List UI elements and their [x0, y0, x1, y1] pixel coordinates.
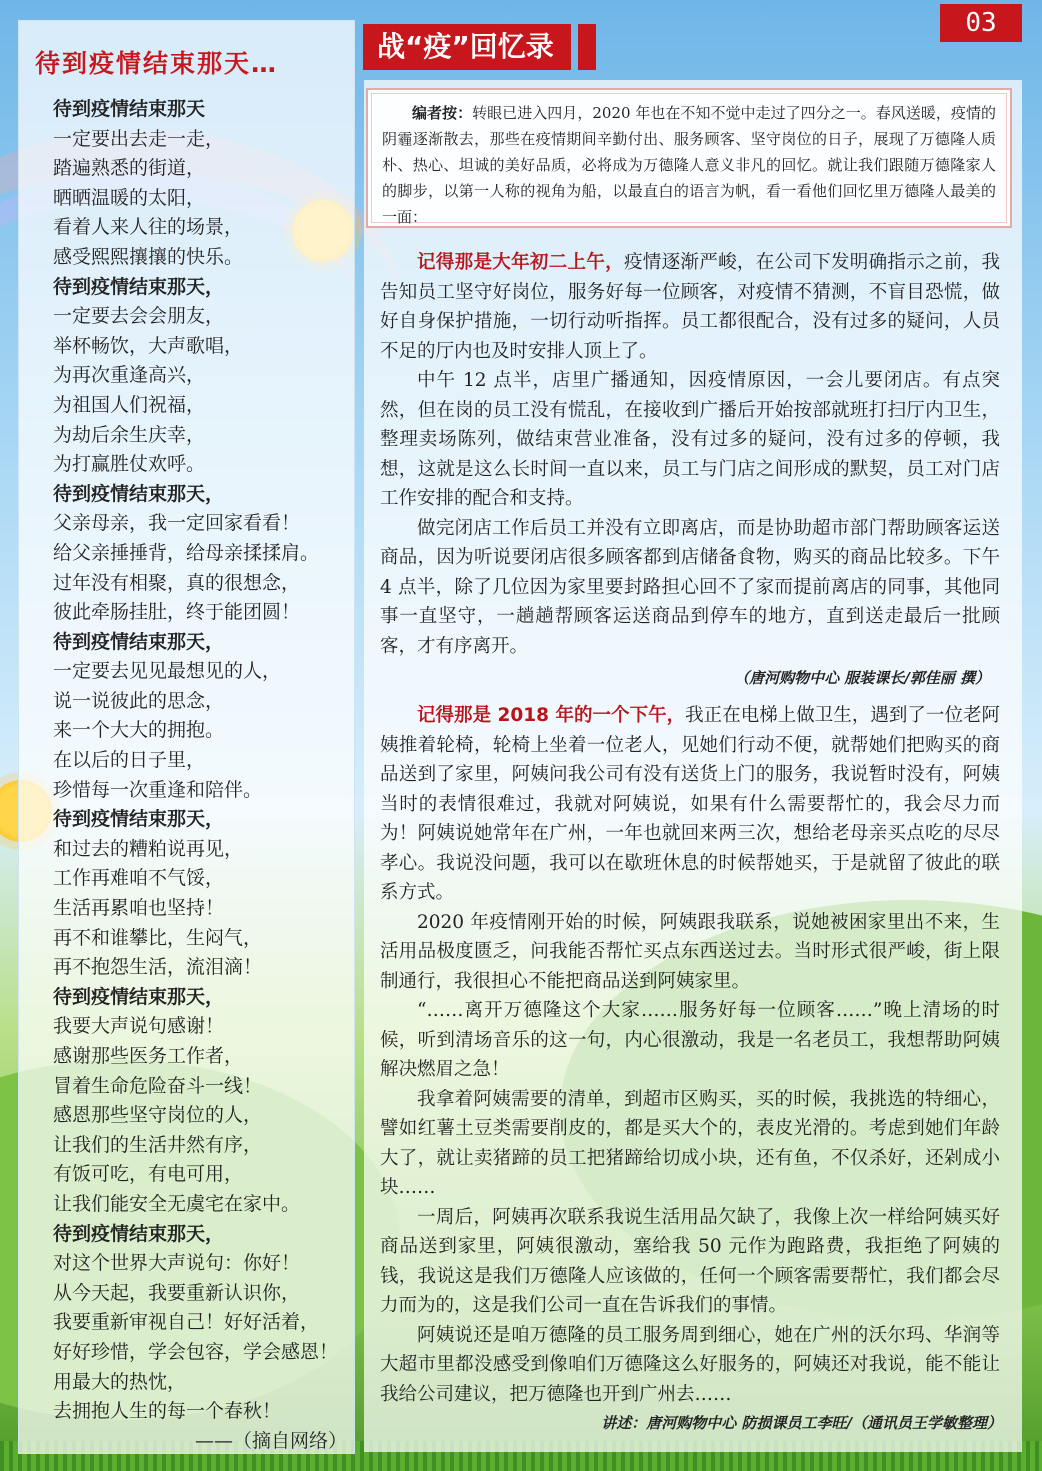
poem-refrain-line: 待到疫情结束那天， — [53, 985, 225, 1008]
story-one — [380, 248, 1000, 661]
poem-line: 我要重新审视自己！好好活着， — [53, 1311, 320, 1334]
story-one-paragraph: 做完闭店工作后员工并没有立即离店，而是协助超市部门帮助顾客运送商品，因为听说要闭店很多顾客都到店储备食物，购买的商品比较多。下午 4 点半，除了几位因为家里要封路担心回不了家而提前离店的同事，其他同事一直坚守，一趟趟帮顾客运送商品到停车的地方，直到送走最后一批顾客，才有序离开。 — [380, 517, 1000, 657]
poem-body — [53, 95, 353, 1456]
poem-line: 珍惜每一次重逢和陪伴。 — [53, 778, 263, 801]
section-title-bar — [578, 24, 596, 70]
poem-line: 让我们能安全无虞宅在家中。 — [53, 1192, 301, 1215]
poem-refrain-line: 待到疫情结束那天， — [53, 482, 225, 505]
poem-line: 彼此牵肠挂肚，终于能团圆！ — [53, 601, 301, 624]
poem-line: 生活再累咱也坚持！ — [53, 897, 225, 920]
editor-text: 转眼已进入四月，2020 年也在不知不觉中走过了四分之一。春风送暖，疫情的阴霾逐渐散去，那些在疫情期间辛勤付出、服务顾客、坚守岗位的日子，展现了万德隆人质朴、热心、坦诚的美好品质，必将成为万德隆人意义非凡的回忆。就让我们跟随万德隆家人的脚步，以第一人称的视角为船，以最直白的语言为帆，看一看他们回忆里万德隆人最美的一面： — [382, 104, 996, 226]
poem-line: 在以后的日子里， — [53, 749, 206, 772]
poem-line: 举杯畅饮，大声歌唱， — [53, 334, 244, 357]
story-two-paragraph: 一周后，阿姨再次联系我说生活用品欠缺了，我像上次一样给阿姨买好商品送到家里，阿姨很激动，塞给我 50 元作为跑路费，我拒绝了阿姨的钱，我说这是我们万德隆人应该做的，任何一个顾客需要帮忙，我们都会尽力而为的，这是我们公司一直在告诉我们的事情。 — [380, 1206, 1000, 1316]
poem-line: 冒着生命危险奋斗一线！ — [53, 1074, 263, 1097]
poem-line: 为打赢胜仗欢呼。 — [53, 453, 206, 476]
poem-line: 感谢那些医务工作者， — [53, 1045, 244, 1067]
poem-line: 有饭可吃，有电可用， — [53, 1163, 244, 1186]
poem-line: 工作再难咱不气馁， — [53, 867, 225, 890]
poem-line: 来一个大大的拥抱。 — [53, 719, 225, 742]
story-two-lead: 记得那是 2018 年的一个下午， — [417, 705, 686, 726]
poem-line: 为再次重逢高兴， — [53, 364, 206, 387]
story-two — [380, 701, 1000, 1409]
story-two-paragraph: 2020 年疫情刚开始的时候，阿姨跟我联系，说她被困家里出不来，生活用品极度匮乏，问我能否帮忙买点东西送过去。当时形式很严峻，街上限制通行，我很担心不能把商品送到阿姨家里。 — [380, 911, 1000, 992]
poem-line: 去拥抱人生的每一个春秋！ — [53, 1400, 282, 1423]
poem-line: 和过去的糟粕说再见， — [53, 837, 244, 860]
story-two-paragraph: “……离开万德隆这个大家……服务好每一位顾客……”晚上清场的时候，听到清场音乐的这一句，内心很激动，我是一名老员工，我想帮助阿姨解决燃眉之急！ — [380, 1000, 1000, 1080]
story-two-paragraph: 记得那是 2018 年的一个下午，我正在电梯上做卫生，遇到了一位老阿姨推着轮椅，轮椅上坐着一位老人，见她们行动不便，就帮她们把购买的商品送到了家里，阿姨问我公司有没有送货上门的服务，我说暂时没有，阿姨当时的表情很难过，我就对阿姨说，如果有什么需要帮忙的，我会尽力而为！阿姨说她常年在广州，一年也就回来两三次，想给老母亲买点吃的尽尽孝心。我说没问题，我可以在歇班休息的时候帮她买，于是就留了彼此的联系方式。 — [380, 705, 1000, 903]
poem-line: 用最大的热忱， — [53, 1370, 187, 1393]
story-two-paragraph: 阿姨说还是咱万德隆的员工服务周到细心，她在广州的沃尔玛、华润等大超市里都没感受到像咱们万德隆这么好服务的，阿姨还对我说，能不能让我给公司建议，把万德隆也开到广州去…… — [380, 1324, 1000, 1405]
poem-line: 晒晒温暖的太阳， — [53, 186, 206, 209]
editor-note-box — [366, 88, 1012, 228]
story-two-paragraph: 我拿着阿姨需要的清单，到超市区购买，买的时候，我挑选的特细心，譬如红薯土豆类需要削皮的，都是买大个的，表皮光滑的。考虑到她们年龄大了，就让卖猪蹄的员工把猪蹄给切成小块，还有鱼，不仅杀好，还剁成小块…… — [380, 1088, 1000, 1198]
editor-label: 编者按： — [412, 104, 473, 122]
poem-line: 让我们的生活井然有序， — [53, 1133, 263, 1156]
poem-line: 看着人来人往的场景， — [53, 216, 244, 239]
story-one-paragraph: 记得那是大年初二上午，疫情逐渐严峻，在公司下发明确指示之前，我告知员工坚守好岗位，服务好每一位顾客，对疫情不猜测，不盲目恐慌，做好自身保护措施，一切行动听指挥。员工都很配合，没有过多的疑问，人员不足的厅内也及时安排人顶上了。 — [380, 252, 1000, 362]
editor-note — [368, 90, 1010, 230]
story-one-lead: 记得那是大年初二上午， — [417, 252, 624, 273]
page-number: 03 — [940, 4, 1022, 42]
poem-refrain-line: 待到疫情结束那天， — [53, 275, 225, 298]
story-two-signature: 讲述：唐河购物中心 防损课员工李旺/（通讯员王学敏整理） — [601, 1414, 1002, 1432]
story-one-signature: （唐河购物中心 服装课长/郭佳丽 撰） — [734, 669, 990, 687]
poem-line: 过年没有相聚，真的很想念， — [53, 571, 301, 594]
poem-line: 感受熙熙攘攘的快乐。 — [53, 245, 244, 268]
poem-line: 一定要出去走一走， — [53, 127, 225, 150]
poem-line: 再不和谁攀比，生闷气， — [53, 926, 263, 949]
poem-line: 给父亲捶捶背，给母亲揉揉肩。 — [53, 541, 320, 564]
poem-line: 说一说彼此的思念， — [53, 689, 225, 712]
poem-line: 踏遍熟悉的街道， — [53, 157, 206, 180]
poem-refrain-line: 待到疫情结束那天， — [53, 1222, 225, 1245]
poem-title: 待到疫情结束那天… — [35, 49, 279, 78]
poem-line: 好好珍惜，学会包容，学会感恩！ — [53, 1340, 339, 1363]
poem-refrain-line: 待到疫情结束那天， — [53, 808, 225, 831]
section-title: 战“疫”回忆录 — [363, 24, 571, 70]
poem-line: 父亲母亲，我一定回家看看！ — [53, 512, 301, 535]
poem-line: 一定要去见见最想见的人， — [53, 660, 282, 683]
poem-line: 再不抱怨生活，流泪滴！ — [53, 956, 263, 979]
poem-refrain-line: 待到疫情结束那天， — [53, 630, 225, 653]
poem-line: 为祖国人们祝福， — [53, 393, 206, 416]
poem-refrain-line: 待到疫情结束那天 — [53, 98, 206, 120]
poem-line: 为劫后余生庆幸， — [53, 423, 206, 446]
story-one-paragraph: 中午 12 点半，店里广播通知，因疫情原因，一会儿要闭店。有点突然，但在岗的员工没有慌乱，在接收到广播后开始按部就班打扫厅内卫生，整理卖场陈列，做结束营业准备，没有过多的疑问，没有过多的停顿，我想，这就是这么长时间一直以来，员工与门店之间形成的默契，员工对门店工作安排的配合和支持。 — [380, 370, 1000, 509]
poem-source: ——（摘自网络） — [194, 1429, 347, 1452]
poem-line: 从今天起，我要重新认识你， — [53, 1281, 301, 1304]
poem-line: 一定要去会会朋友， — [53, 305, 225, 328]
poem-line: 我要大声说句感谢！ — [53, 1015, 225, 1038]
poem-line: 感恩那些坚守岗位的人， — [53, 1104, 263, 1127]
poem-line: 对这个世界大声说句：你好！ — [53, 1252, 301, 1275]
